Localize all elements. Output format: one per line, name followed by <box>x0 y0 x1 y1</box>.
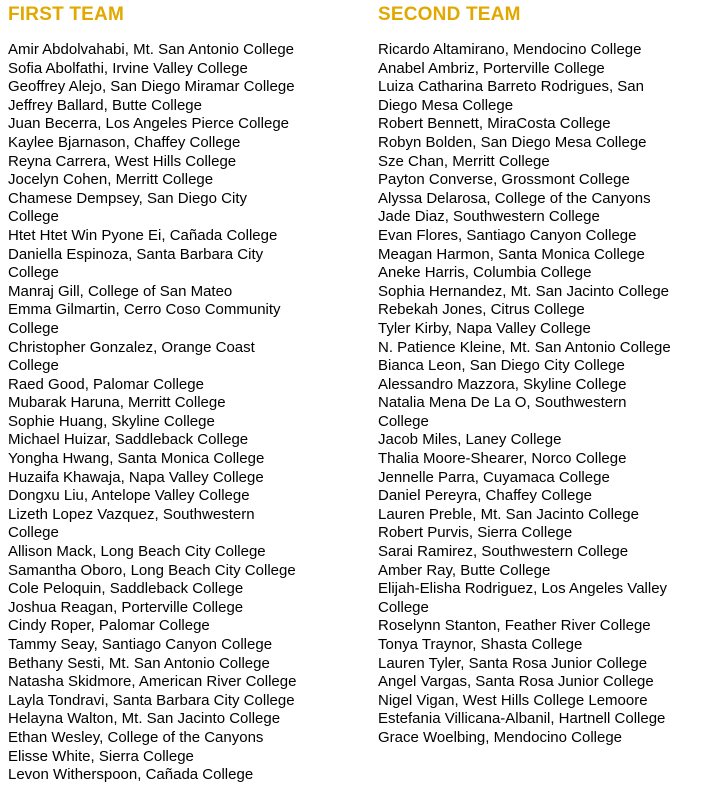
list-item: Thalia Moore-Shearer, Norco College <box>378 450 627 468</box>
list-item: Sarai Ramirez, Southwestern College <box>378 543 629 561</box>
list-item: Jade Diaz, Southwestern College <box>378 208 600 226</box>
list-item: Natasha Skidmore, American River College <box>8 673 297 691</box>
list-item: Payton Converse, Grossmont College <box>378 171 630 189</box>
list-item: Ricardo Altamirano, Mendocino College <box>378 41 642 58</box>
list-item: Diego Mesa College <box>378 96 514 114</box>
list-item: College <box>378 412 429 430</box>
list-item: Tonya Traynor, Shasta College <box>378 636 583 653</box>
list-item: Sofia Abolfathi, Irvine Valley College <box>8 59 248 77</box>
list-item: Sophie Huang, Skyline College <box>8 412 215 430</box>
list-item: Daniel Pereyra, Chaffey College <box>378 487 593 505</box>
list-item: College <box>8 208 59 226</box>
list-item: College <box>8 524 59 542</box>
list-item: Mubarak Haruna, Merritt College <box>8 394 226 412</box>
second-team-list <box>378 41 704 748</box>
list-item: Elijah-Elisha Rodriguez, Los Angeles Valley <box>378 580 668 598</box>
list-item: Ethan Wesley, College of the Canyons <box>8 728 264 746</box>
list-item: Christopher Gonzalez, Orange Coast <box>8 338 255 356</box>
list-item: Jennelle Parra, Cuyamaca College <box>378 468 610 486</box>
list-item: Bianca Leon, San Diego City College <box>378 357 625 375</box>
list-item: Nigel Vigan, West Hills College Lemoore <box>378 691 648 709</box>
list-item: Robert Bennett, MiraCosta College <box>378 115 611 133</box>
list-item: Amir Abdolvahabi, Mt. San Antonio College <box>8 41 295 58</box>
list-item: Dongxu Liu, Antelope Valley College <box>8 487 250 505</box>
list-item: Chamese Dempsey, San Diego City <box>8 189 247 207</box>
list-item: Kaylee Bjarnason, Chaffey College <box>8 133 241 151</box>
list-item: Tammy Seay, Santiago Canyon College <box>8 636 273 653</box>
list-item: Raed Good, Palomar College <box>8 375 204 393</box>
list-item: Joshua Reagan, Porterville College <box>8 598 244 616</box>
list-item: Estefania Villicana-Albanil, Hartnell College <box>378 710 666 728</box>
list-item: Geoffrey Alejo, San Diego Miramar College <box>8 78 295 96</box>
list-item: Helayna Walton, Mt. San Jacinto College <box>8 710 281 728</box>
list-item: Sze Chan, Merritt College <box>378 152 550 170</box>
list-item: Htet Htet Win Pyone Ei, Cañada College <box>8 226 278 244</box>
list-item: Juan Becerra, Los Angeles Pierce College <box>8 115 290 133</box>
list-item: College <box>8 319 59 337</box>
list-item: Alessandro Mazzora, Skyline College <box>378 375 627 393</box>
list-item: Lauren Tyler, Santa Rosa Junior College <box>378 654 648 672</box>
list-item: Anabel Ambriz, Porterville College <box>378 59 605 77</box>
list-item: Cindy Roper, Palomar College <box>8 617 210 635</box>
list-item: Layla Tondravi, Santa Barbara City College <box>8 691 295 709</box>
list-item: N. Patience Kleine, Mt. San Antonio College <box>378 338 671 356</box>
list-item: Jacob Miles, Laney College <box>378 431 562 449</box>
first-team-heading: FIRST TEAM <box>8 4 124 25</box>
list-item: Huzaifa Khawaja, Napa Valley College <box>8 468 264 486</box>
first-team-list <box>8 41 360 785</box>
list-item: Lauren Preble, Mt. San Jacinto College <box>378 505 639 523</box>
list-item: Lizeth Lopez Vazquez, Southwestern <box>8 505 255 523</box>
list-item: College <box>8 264 59 282</box>
list-item: Natalia Mena De La O, Southwestern <box>378 394 627 412</box>
list-item: Angel Vargas, Santa Rosa Junior College <box>378 673 654 691</box>
list-item: Daniella Espinoza, Santa Barbara City <box>8 245 264 263</box>
list-item: Rebekah Jones, Citrus College <box>378 301 585 319</box>
list-item: Manraj Gill, College of San Mateo <box>8 282 233 300</box>
list-item: Meagan Harmon, Santa Monica College <box>378 245 645 263</box>
list-item: Roselynn Stanton, Feather River College <box>378 617 651 635</box>
list-item: Samantha Oboro, Long Beach City College <box>8 561 296 579</box>
list-item: Jeffrey Ballard, Butte College <box>8 96 202 114</box>
list-item: College <box>378 598 429 616</box>
list-item: Cole Peloquin, Saddleback College <box>8 580 244 598</box>
list-item: Elisse White, Sierra College <box>8 747 194 765</box>
list-item: Bethany Sesti, Mt. San Antonio College <box>8 654 270 672</box>
list-item: College <box>8 357 59 375</box>
list-item: Levon Witherspoon, Cañada College <box>8 766 254 784</box>
second-team-heading: SECOND TEAM <box>378 4 521 25</box>
second-team-column <box>378 0 704 748</box>
list-item: Grace Woelbing, Mendocino College <box>378 728 623 746</box>
list-item: Reyna Carrera, West Hills College <box>8 152 237 170</box>
list-item: Evan Flores, Santiago Canyon College <box>378 226 637 244</box>
list-item: Emma Gilmartin, Cerro Coso Community <box>8 301 281 319</box>
list-item: Amber Ray, Butte College <box>378 561 551 579</box>
list-item: Aneke Harris, Columbia College <box>378 264 592 282</box>
list-item: Robyn Bolden, San Diego Mesa College <box>378 133 647 151</box>
list-item: Luiza Catharina Barreto Rodrigues, San <box>378 78 644 96</box>
first-team-column <box>8 0 360 785</box>
list-item: Yongha Hwang, Santa Monica College <box>8 450 265 468</box>
list-item: Michael Huizar, Saddleback College <box>8 431 249 449</box>
list-item: Sophia Hernandez, Mt. San Jacinto College <box>378 282 670 300</box>
list-item: Jocelyn Cohen, Merritt College <box>8 171 214 189</box>
list-item: Alyssa Delarosa, College of the Canyons <box>378 189 651 207</box>
list-item: Allison Mack, Long Beach City College <box>8 543 266 561</box>
list-item: Tyler Kirby, Napa Valley College <box>378 319 591 337</box>
list-item: Robert Purvis, Sierra College <box>378 524 573 542</box>
